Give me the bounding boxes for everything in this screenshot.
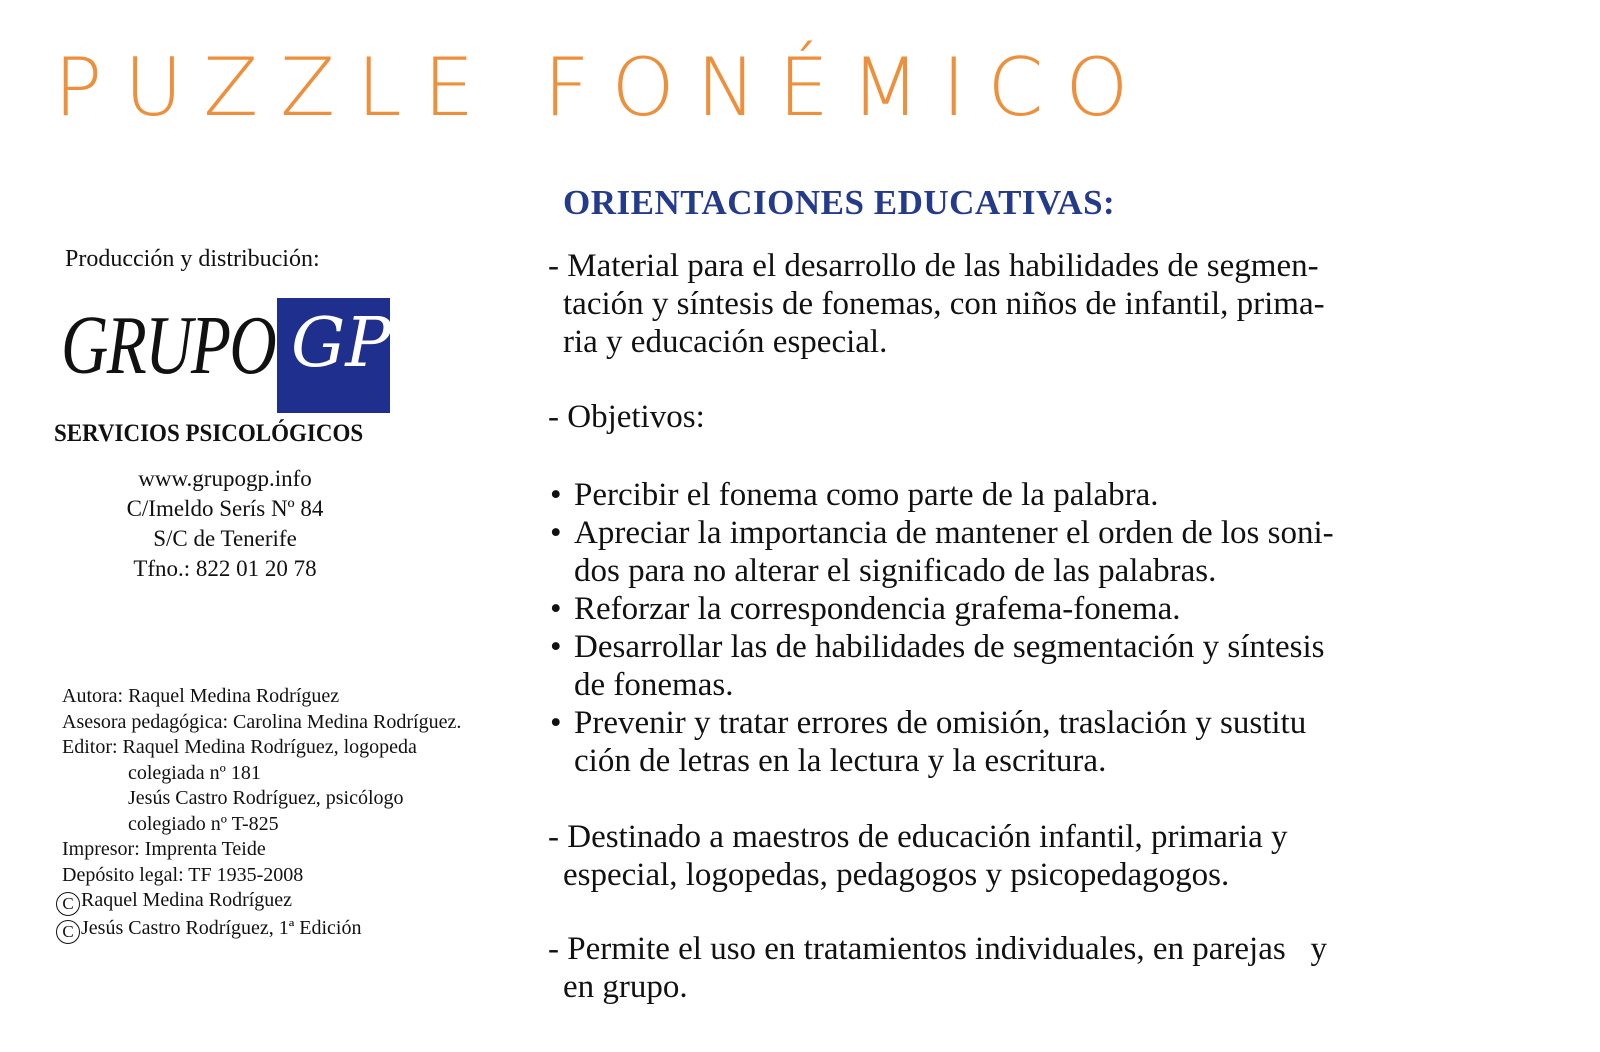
logo-box bbox=[277, 298, 390, 413]
list-item-line: ción de letras en la lectura y la escritura. bbox=[574, 743, 1107, 779]
list-item-line: Percibir el fonema como parte de la palabra. bbox=[574, 477, 1159, 513]
credit-legal-deposit: Depósito legal: TF 1935-2008 bbox=[62, 863, 304, 886]
bullet-icon: • bbox=[550, 629, 562, 665]
material-paragraph bbox=[548, 247, 1428, 361]
copyright-line-1 bbox=[56, 888, 461, 916]
paragraph-line: tación y síntesis de fonemas, con niños de infantil, prima- bbox=[563, 286, 1325, 322]
audience-paragraph bbox=[548, 818, 1428, 894]
document-title: PUZZLE FONÉMICO bbox=[54, 41, 1151, 134]
paragraph-line: en grupo. bbox=[563, 969, 688, 1005]
list-item-line: Reforzar la correspondencia grafema-fonema. bbox=[574, 591, 1181, 627]
copyright-line-2 bbox=[56, 916, 461, 944]
list-item-line: Apreciar la importancia de mantener el orden de los soni- bbox=[574, 515, 1334, 551]
objectives-label-text: - Objetivos: bbox=[548, 399, 705, 435]
credit-editor-2-license: colegiado nº T-825 bbox=[128, 812, 279, 835]
copyright-holder: Raquel Medina Rodríguez bbox=[81, 889, 293, 911]
list-item bbox=[550, 514, 1450, 590]
logo-box-text: GP bbox=[291, 304, 392, 383]
phone: Tfno.: 822 01 20 78 bbox=[133, 556, 317, 581]
copyright-holder: Jesús Castro Rodríguez, 1ª Edición bbox=[81, 917, 362, 939]
credit-editor-license: colegiada nº 181 bbox=[128, 761, 261, 784]
list-item bbox=[550, 590, 1450, 628]
paragraph-line: especial, logopedas, pedagogos y psicopedagogos. bbox=[563, 857, 1230, 893]
credit-printer: Impresor: Imprenta Teide bbox=[62, 838, 266, 860]
list-item bbox=[550, 476, 1450, 514]
list-item-line: Prevenir y tratar errores de omisión, traslación y sustitu bbox=[574, 705, 1307, 741]
list-item bbox=[550, 704, 1450, 780]
bullet-icon: • bbox=[550, 477, 562, 513]
copyright-icon: C bbox=[56, 892, 80, 916]
credit-editor-2: Jesús Castro Rodríguez, psicólogo bbox=[128, 787, 404, 809]
paragraph-line: - Material para el desarrollo de las habilidades de segmen- bbox=[548, 248, 1319, 284]
logo-wordmark: GRUPO bbox=[61, 299, 276, 392]
copyright-icon: C bbox=[56, 920, 80, 944]
credits-block bbox=[62, 684, 461, 944]
usage-paragraph bbox=[548, 930, 1428, 1006]
city: S/C de Tenerife bbox=[153, 526, 297, 551]
bullet-icon: • bbox=[550, 515, 562, 551]
credit-advisor: Asesora pedagógica: Carolina Medina Rodríguez. bbox=[62, 710, 462, 733]
list-item bbox=[550, 628, 1450, 704]
credit-editor: Editor: Raquel Medina Rodríguez, logopeda bbox=[62, 736, 417, 758]
contact-block bbox=[60, 464, 390, 584]
credit-author: Autora: Raquel Medina Rodríguez bbox=[62, 685, 340, 707]
objectives-label bbox=[548, 398, 1428, 436]
paragraph-line: ria y educación especial. bbox=[563, 324, 888, 360]
bullet-icon: • bbox=[550, 591, 562, 627]
grupo-gp-logo bbox=[55, 298, 395, 416]
paragraph-line: - Destinado a maestros de educación infantil, primaria y bbox=[548, 819, 1288, 855]
address: C/Imeldo Serís Nº 84 bbox=[126, 496, 324, 521]
objectives-list bbox=[550, 476, 1450, 780]
list-item-line: dos para no alterar el significado de las palabras. bbox=[574, 553, 1217, 589]
logo-subtitle: SERVICIOS PSICOLÓGICOS bbox=[54, 420, 364, 447]
production-label: Producción y distribución: bbox=[65, 246, 320, 272]
paragraph-line: - Permite el uso en tratamientos individuales, en parejas y bbox=[548, 931, 1327, 967]
section-heading: ORIENTACIONES EDUCATIVAS: bbox=[563, 183, 1116, 222]
list-item-line: Desarrollar las de habilidades de segmentación y síntesis bbox=[574, 629, 1325, 665]
list-item-line: de fonemas. bbox=[574, 667, 734, 703]
bullet-icon: • bbox=[550, 705, 562, 741]
website: www.grupogp.info bbox=[138, 466, 312, 491]
